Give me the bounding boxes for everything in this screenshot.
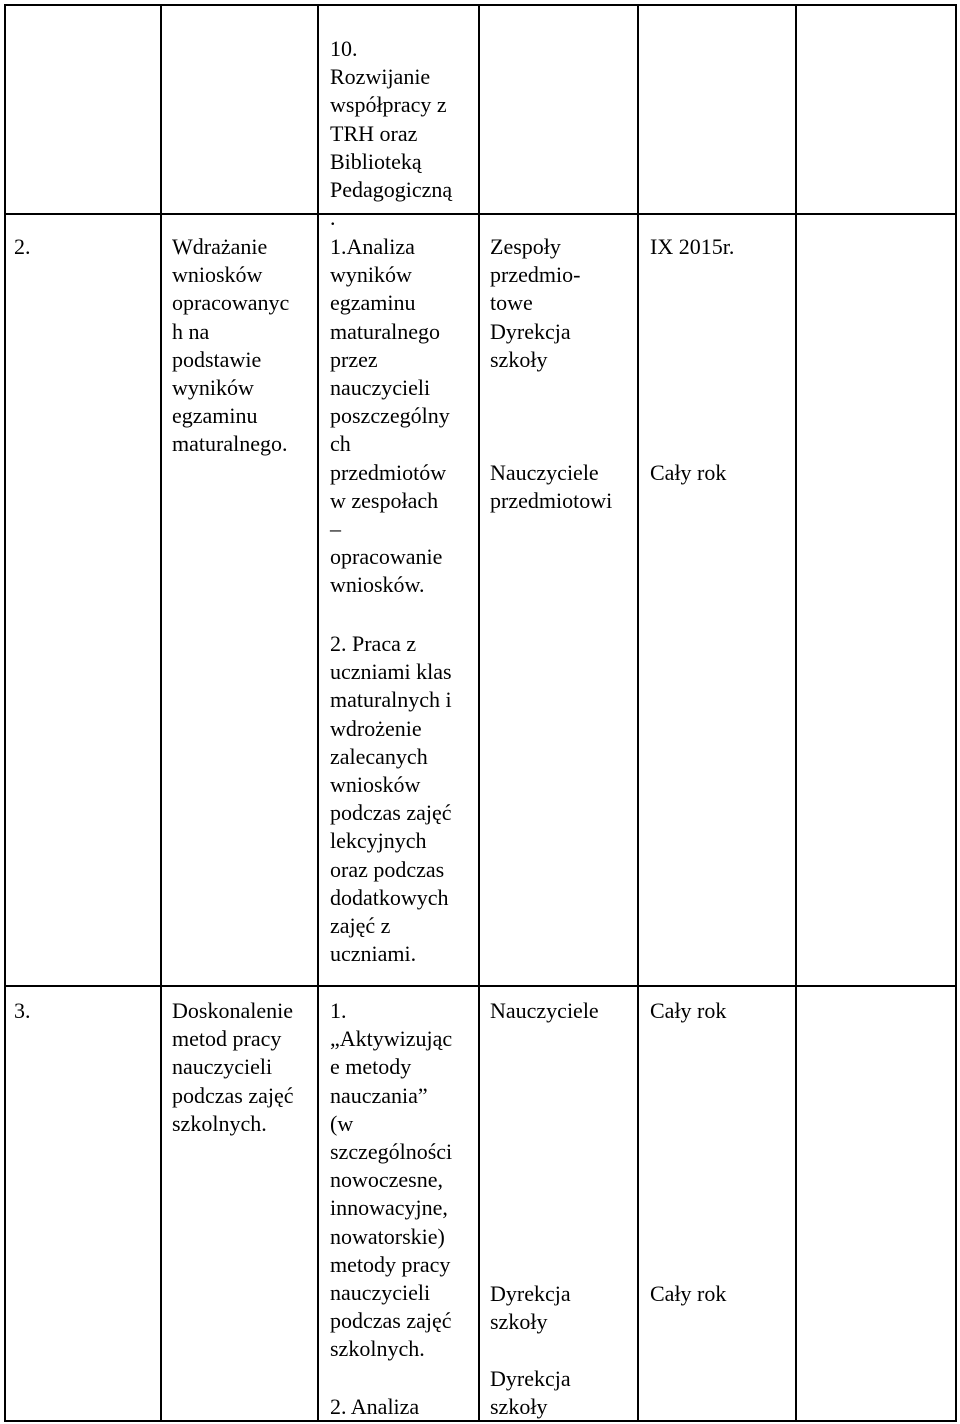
deadline-cell: Cały rok — [650, 1281, 727, 1306]
action-cell: 2. Praca z uczniami klas maturalnych i wdrożenie zalecanych wniosków podczas zajęć lekcyjnych oraz podczas dodatkowych zajęć z uczniami. — [330, 631, 452, 967]
row-number: 3. — [14, 998, 31, 1023]
row-divider-2 — [4, 985, 957, 987]
row-number: 2. — [14, 234, 31, 259]
action-cell: 2. Analiza — [330, 1394, 420, 1419]
column-divider-5 — [795, 4, 797, 1422]
responsible-cell: Dyrekcja szkoły — [490, 1366, 571, 1420]
table-border-bottom — [4, 1420, 957, 1422]
deadline-cell: Cały rok — [650, 998, 727, 1023]
action-cell: 1. „Aktywizując e metody nauczania” (w szczególności nowoczesne, innowacyjne, nowatorskie) metody pracy nauczycieli podczas zajęć szkolnych. — [330, 998, 453, 1362]
column-divider-1 — [160, 4, 162, 1422]
column-divider-2 — [317, 4, 319, 1422]
deadline-cell: Cały rok — [650, 460, 727, 485]
table-border-left — [4, 4, 6, 1422]
task-cell: Wdrażanie wniosków opracowanyc h na podstawie wyników egzaminu maturalnego. — [172, 234, 290, 457]
table-border-top — [4, 4, 957, 6]
row-divider-1 — [4, 213, 957, 215]
column-divider-4 — [637, 4, 639, 1422]
responsible-cell: Nauczyciele przedmiotowi — [490, 460, 613, 514]
task-cell: Doskonalenie metod pracy nauczycieli podczas zajęć szkolnych. — [172, 998, 294, 1136]
responsible-cell: Dyrekcja szkoły — [490, 1281, 571, 1335]
action-cell: 1.Analiza wyników egzaminu maturalnego przez nauczycieli poszczególny ch przedmiotów w zespołach – opracowanie wniosków. — [330, 234, 450, 598]
action-cell: 10. Rozwijanie współpracy z TRH oraz Biblioteką Pedagogiczną . — [330, 36, 453, 231]
responsible-cell: Zespoły przedmio- towe Dyrekcja szkoły — [490, 234, 581, 372]
responsible-cell: Nauczyciele — [490, 998, 599, 1023]
deadline-cell: IX 2015r. — [650, 234, 735, 259]
table-border-right — [955, 4, 957, 1422]
column-divider-3 — [478, 4, 480, 1422]
